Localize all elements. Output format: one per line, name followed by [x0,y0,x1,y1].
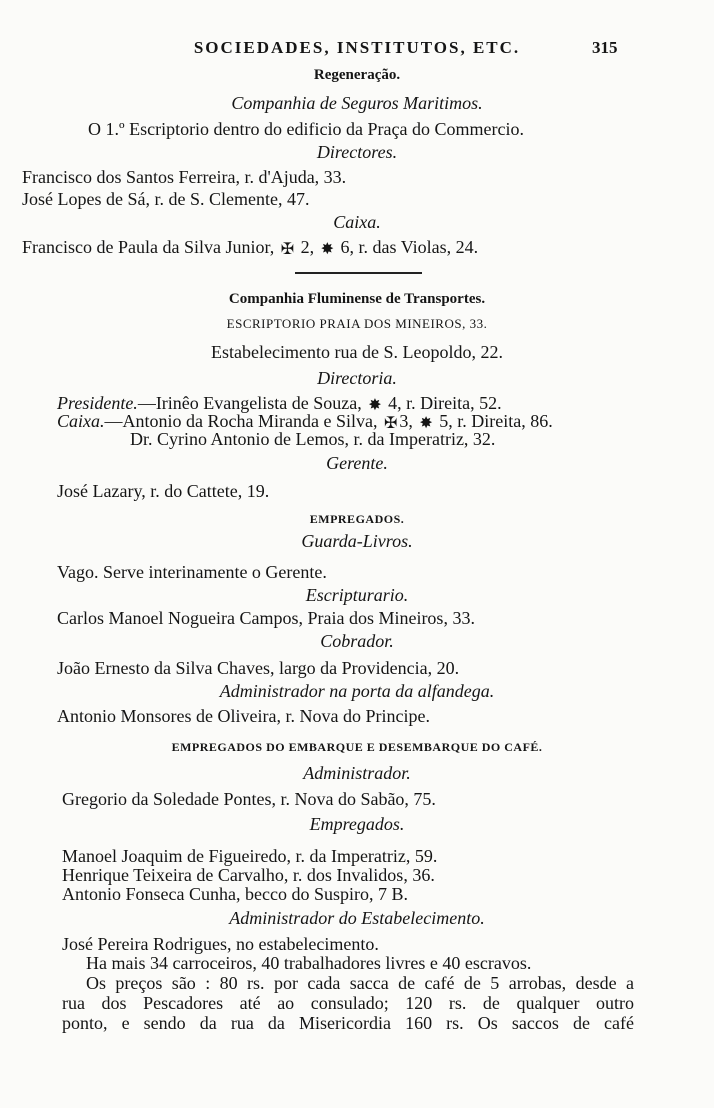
staff-entry: Henrique Teixeira de Carvalho, r. dos Invalidos, 36. [62,865,435,885]
president-label: Presidente. [57,393,138,413]
section-divider [295,272,422,274]
page-number: 315 [592,38,618,57]
board-cashier-name: —Antonio da Rocha Miranda e Silva, [104,411,378,431]
coffee-staff-heading: Empregados. [309,814,405,834]
staff-entry: Manoel Joaquim de Figueiredo, r. da Imperatriz, 59. [62,846,438,866]
medal-of-order-icon: ✸ [368,397,382,414]
customs-admin-entry: Antonio Monsores de Oliveira, r. Nova do Principe. [57,706,430,726]
director-entry: Francisco dos Santos Ferreira, r. d'Ajuda, 33. [22,167,347,187]
cashier-name: Francisco de Paula da Silva Junior, [22,237,275,257]
president-address: 4, r. Direita, 52. [388,393,502,413]
director-entry: José Lopes de Sá, r. de S. Clemente, 47. [22,189,310,209]
collector-entry: João Ernesto da Silva Chaves, largo da Providencia, 20. [57,658,460,678]
manager-heading: Gerente. [326,453,388,473]
cross-of-order-icon: ✠ [383,415,398,432]
directors-heading: Directores. [316,142,398,162]
board-heading: Directoria. [317,368,397,388]
section-title-transportes: Companhia Fluminense de Transportes. [228,291,486,307]
cashier-cross-grade: 2, [300,237,315,257]
cross-of-order-icon: ✠ [280,241,295,258]
establishment-admin-entry: José Pereira Rodrigues, no estabelecimento. [62,934,379,954]
board-cashier-label: Caixa. [57,411,105,431]
office-location: O 1.º Escriptorio dentro do edificio da Praça do Commercio. [88,119,524,139]
employees-heading: EMPREGADOS. [309,512,405,526]
collector-heading: Cobrador. [320,631,394,651]
company-name-seguros: Companhia de Seguros Maritimos. [231,93,483,113]
cashier-entry [22,236,478,258]
board-member-entry: Dr. Cyrino Antonio de Lemos, r. da Imperatriz, 32. [130,429,496,449]
establishment-address: Estabelecimento rua de S. Leopoldo, 22. [211,342,503,362]
paragraph-workers: Ha mais 34 carroceiros, 40 trabalhadores livres e 40 escravos. [86,953,532,973]
board-cashier-address: 5, r. Direita, 86. [439,411,553,431]
office-address: ESCRIPTORIO PRAIA DOS MINEIROS, 33. [226,316,488,331]
paragraph-prices-line: ponto, e sendo da rua da Misericordia 160 rs. Os saccos de café [62,1013,634,1033]
staff-entry: Antonio Fonseca Cunha, becco do Suspiro, 7 B. [62,884,408,904]
clerk-entry: Carlos Manoel Nogueira Campos, Praia dos Mineiros, 33. [57,608,475,628]
running-header-title: SOCIEDADES, INSTITUTOS, ETC. [193,38,521,57]
medal-of-order-icon: ✸ [320,241,335,258]
paragraph-prices-line: rua dos Pescadores até ao consulado; 120 rs. de qualquer outro [62,993,634,1013]
paragraph-prices-line: Os preços são : 80 rs. por cada sacca de café de 5 arrobas, desde a [86,973,634,993]
manager-entry: José Lazary, r. do Cattete, 19. [57,481,270,501]
medal-of-order-icon: ✸ [419,415,433,432]
cashier-heading: Caixa. [333,212,381,232]
establishment-admin-heading: Administrador do Estabelecimento. [229,908,485,928]
president-name: —Irinêo Evangelista de Souza, [137,393,362,413]
cashier-address: 6, r. das Violas, 24. [340,237,479,257]
coffee-admin-entry: Gregorio da Soledade Pontes, r. Nova do Sabão, 75. [62,789,436,809]
board-cashier-cross-grade: 3, [399,411,413,431]
bookkeepers-heading: Guarda-Livros. [301,531,413,551]
customs-admin-heading: Administrador na porta da alfandega. [219,681,495,701]
clerk-heading: Escripturario. [305,585,409,605]
coffee-admin-heading: Administrador. [303,763,411,783]
section-title-regeneracao: Regeneração. [313,67,401,83]
bookkeeper-entry: Vago. Serve interinamente o Gerente. [57,562,327,582]
coffee-employees-heading: EMPREGADOS DO EMBARQUE E DESEMBARQUE DO CAFÉ. [171,740,543,754]
